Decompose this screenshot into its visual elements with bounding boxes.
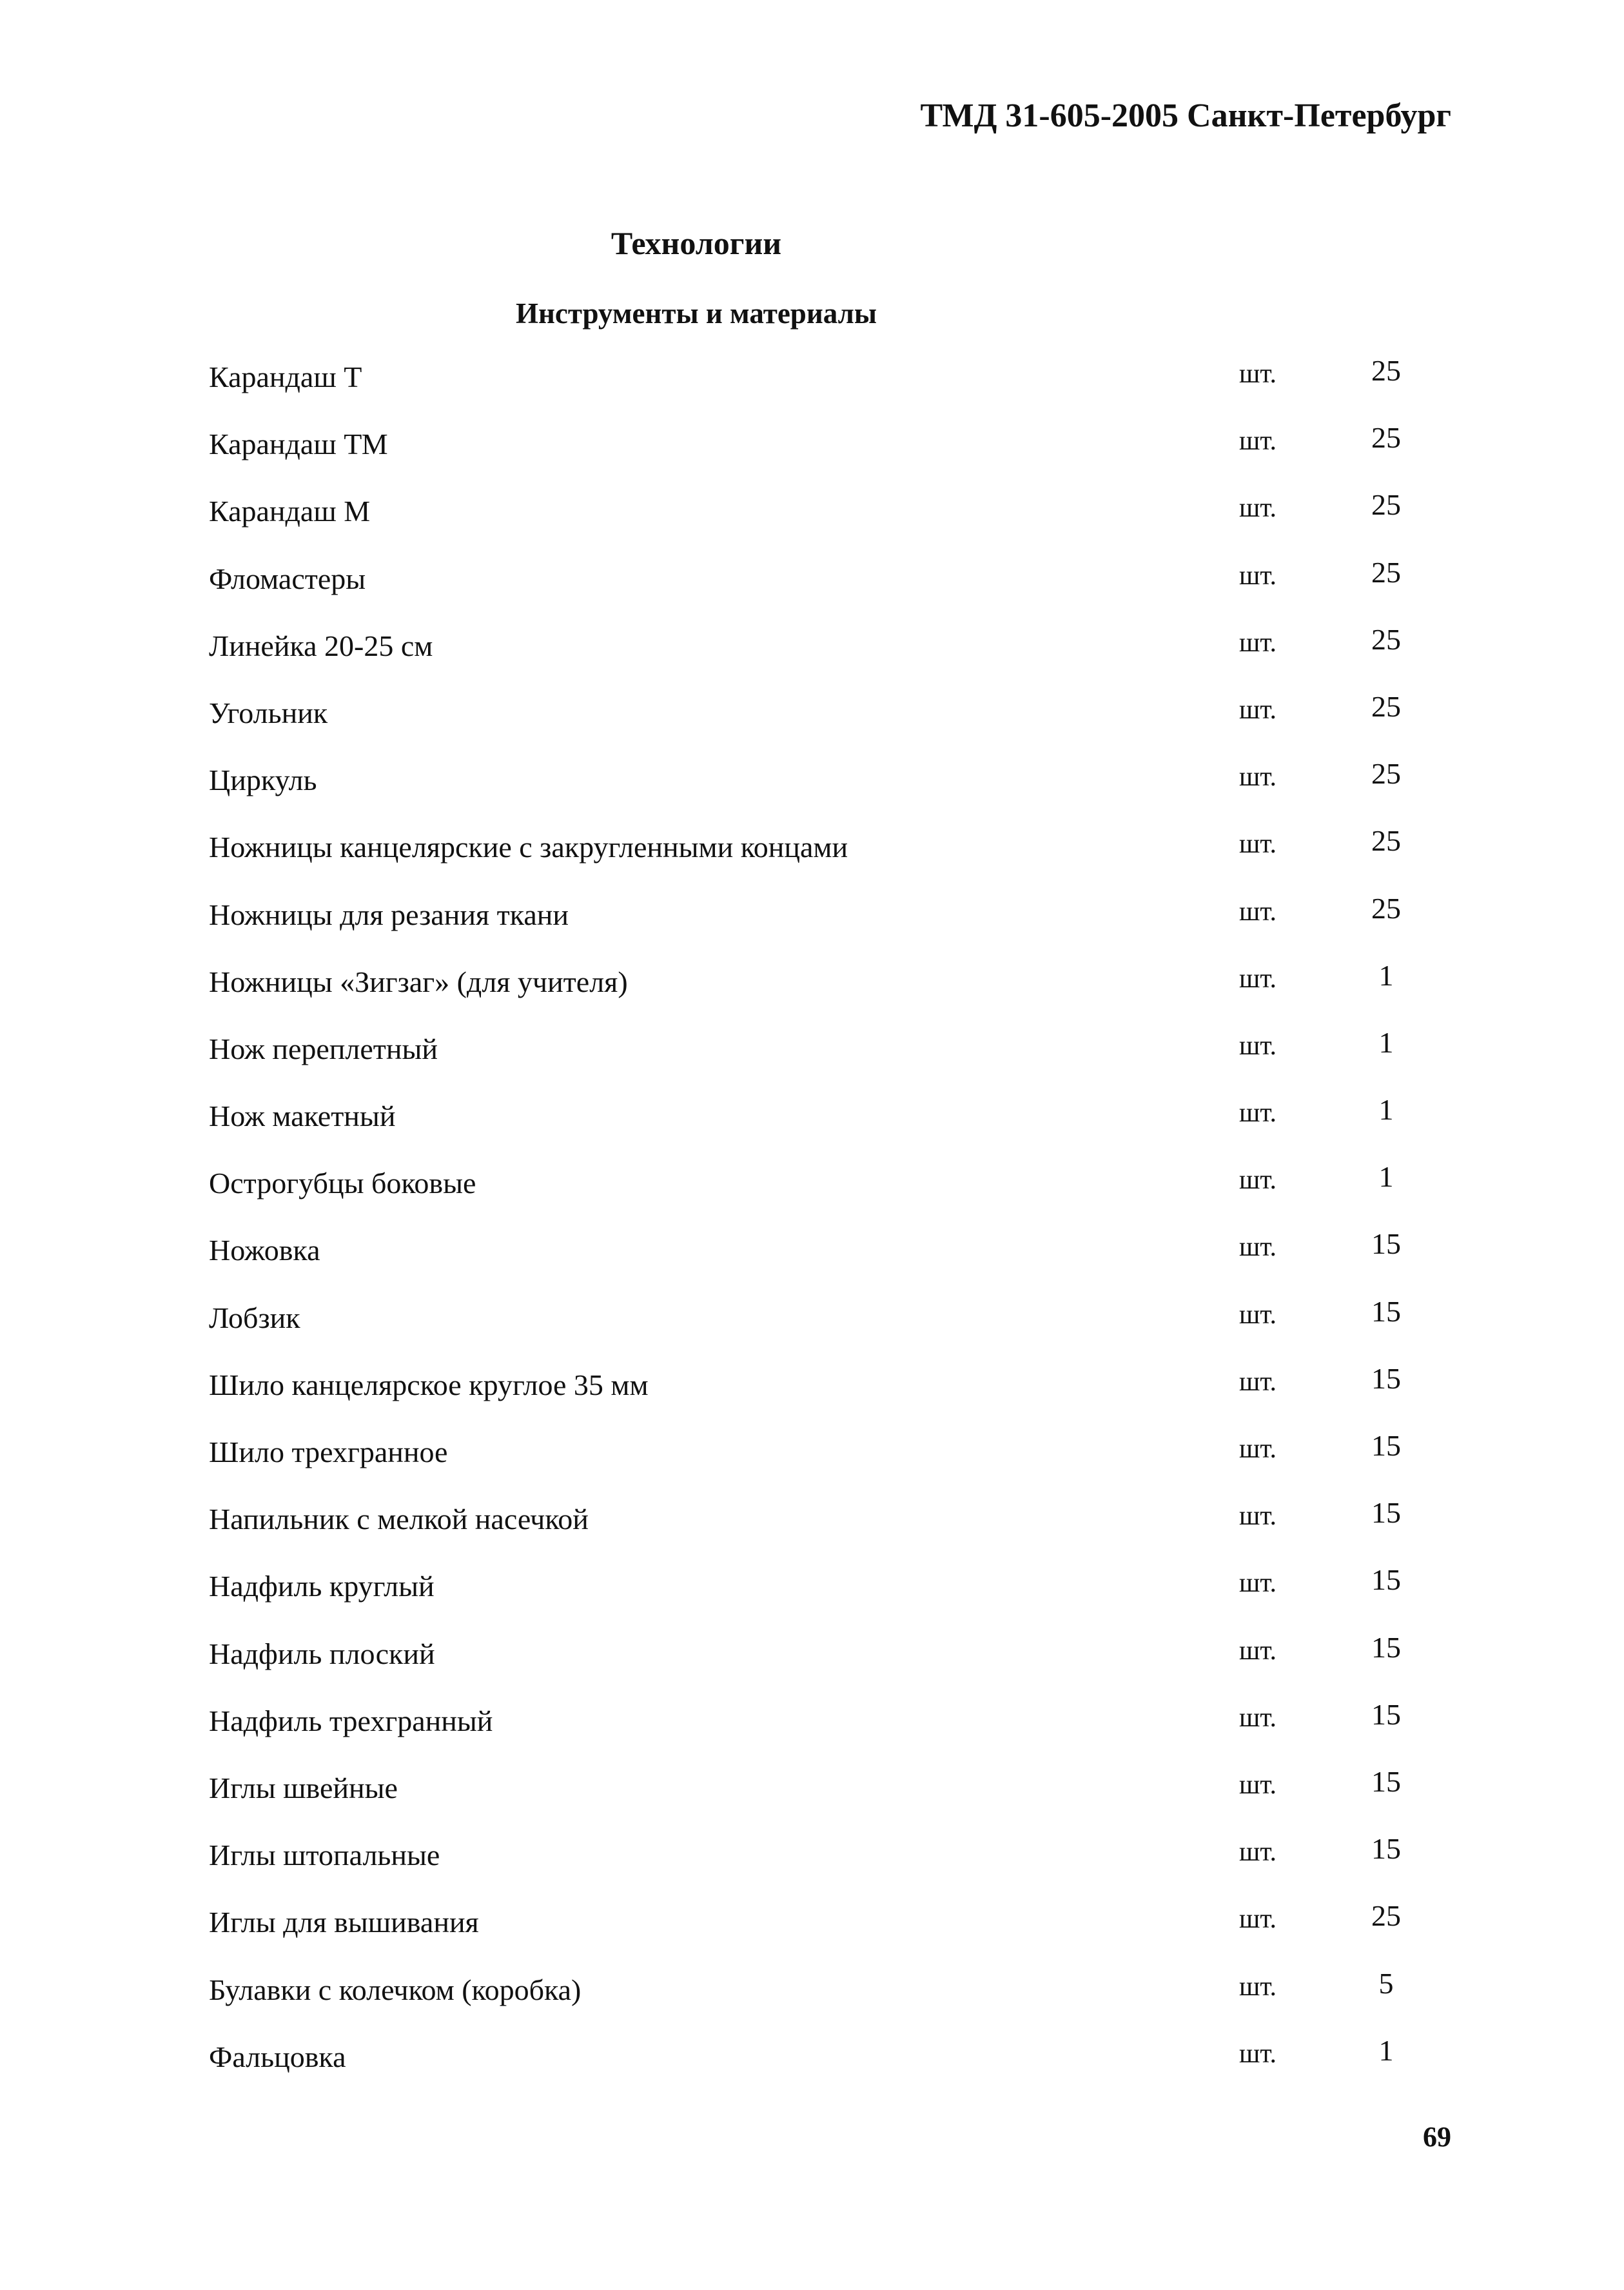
item-name: Ножовка (209, 1234, 320, 1267)
item-unit: шт. (1239, 359, 1277, 389)
item-name: Ножницы «Зигзаг» (для учителя) (209, 965, 628, 998)
item-name: Линейка 20-25 см (209, 629, 433, 662)
item-quantity: 15 (1371, 1563, 1401, 1597)
item-unit: шт. (1239, 1232, 1277, 1263)
item-unit: шт. (1239, 1568, 1277, 1599)
item-name: Циркуль (209, 764, 317, 797)
item-unit: шт. (1239, 1434, 1277, 1464)
item-name: Шило канцелярское круглое 35 мм (209, 1368, 649, 1401)
item-quantity: 25 (1371, 824, 1401, 858)
item-unit: шт. (1239, 1098, 1277, 1129)
list-item (0, 1764, 1624, 1831)
item-unit: шт. (1239, 560, 1277, 591)
list-item (0, 1899, 1624, 1966)
item-quantity: 15 (1371, 1361, 1401, 1395)
item-quantity: 1 (1378, 2033, 1394, 2067)
item-name: Фломастеры (209, 562, 366, 595)
item-unit: шт. (1239, 1165, 1277, 1196)
item-unit: шт. (1239, 762, 1277, 793)
item-unit: шт. (1239, 1837, 1277, 1868)
item-unit: шт. (1239, 1770, 1277, 1800)
list-item (0, 891, 1624, 958)
section-subtitle: Инструменты и материалы (515, 297, 877, 330)
item-quantity: 25 (1371, 757, 1401, 791)
item-unit: шт. (1239, 426, 1277, 457)
list-item (0, 555, 1624, 622)
item-quantity: 25 (1371, 555, 1401, 589)
list-item (0, 353, 1624, 420)
list-item (0, 1697, 1624, 1764)
item-unit: шт. (1239, 1299, 1277, 1330)
item-name: Фальцовка (209, 2040, 346, 2073)
item-unit: шт. (1239, 1971, 1277, 2002)
item-name: Шило трехгранное (209, 1436, 448, 1468)
item-unit: шт. (1239, 1501, 1277, 1532)
list-item (0, 824, 1624, 891)
item-name: Надфиль плоский (209, 1637, 435, 1670)
item-unit: шт. (1239, 829, 1277, 860)
item-name: Нож макетный (209, 1100, 396, 1133)
item-unit: шт. (1239, 493, 1277, 524)
list-item (0, 756, 1624, 824)
item-unit: шт. (1239, 1635, 1277, 1666)
item-quantity: 25 (1371, 488, 1401, 522)
document-header: ТМД 31-605-2005 Санкт-Петербург (920, 97, 1451, 134)
item-name: Лобзик (209, 1301, 300, 1334)
item-unit: шт. (1239, 1904, 1277, 1935)
item-quantity: 25 (1371, 1899, 1401, 1933)
list-item (0, 1227, 1624, 1294)
section-title: Технологии (611, 225, 782, 261)
item-unit: шт. (1239, 1703, 1277, 1733)
item-name: Иглы швейные (209, 1771, 398, 1804)
item-name: Карандаш Т (209, 360, 362, 393)
item-quantity: 5 (1378, 1966, 1394, 2000)
item-name: Иглы для вышивания (209, 1906, 479, 1939)
item-quantity: 25 (1371, 891, 1401, 925)
list-item (0, 1630, 1624, 1697)
item-quantity: 25 (1371, 421, 1401, 455)
list-item (0, 1428, 1624, 1495)
item-name: Напильник с мелкой насечкой (209, 1503, 589, 1536)
item-quantity: 15 (1371, 1832, 1401, 1866)
item-name: Надфиль трехгранный (209, 1704, 493, 1737)
list-item (0, 689, 1624, 756)
item-quantity: 15 (1371, 1697, 1401, 1731)
list-item (0, 1025, 1624, 1092)
item-quantity: 1 (1378, 1160, 1394, 1194)
item-name: Ножницы для резания ткани (209, 898, 569, 931)
list-item (0, 622, 1624, 689)
item-quantity: 15 (1371, 1764, 1401, 1798)
item-quantity: 15 (1371, 1496, 1401, 1530)
item-name: Карандаш ТМ (209, 428, 388, 461)
item-name: Булавки с колечком (коробка) (209, 1973, 582, 2006)
item-unit: шт. (1239, 1367, 1277, 1397)
item-quantity: 15 (1371, 1294, 1401, 1328)
item-unit: шт. (1239, 963, 1277, 994)
item-quantity: 15 (1371, 1429, 1401, 1462)
list-item (0, 1092, 1624, 1160)
list-item (0, 1966, 1624, 2033)
list-item (0, 1361, 1624, 1428)
item-quantity: 1 (1378, 1025, 1394, 1059)
list-item (0, 1160, 1624, 1227)
list-item (0, 1563, 1624, 1630)
item-unit: шт. (1239, 2038, 1277, 2069)
item-unit: шт. (1239, 896, 1277, 927)
item-quantity: 1 (1378, 958, 1394, 992)
item-name: Нож переплетный (209, 1032, 438, 1065)
item-name: Карандаш М (209, 495, 371, 528)
item-quantity: 1 (1378, 1093, 1394, 1127)
items-list (0, 353, 1624, 2100)
item-name: Острогубцы боковые (209, 1167, 476, 1200)
item-unit: шт. (1239, 695, 1277, 725)
item-unit: шт. (1239, 1031, 1277, 1061)
list-item (0, 1294, 1624, 1361)
item-quantity: 25 (1371, 622, 1401, 656)
item-unit: шт. (1239, 627, 1277, 658)
list-item (0, 2033, 1624, 2100)
item-name: Ножницы канцелярские с закругленными концами (209, 831, 848, 864)
list-item (0, 420, 1624, 488)
item-quantity: 25 (1371, 689, 1401, 723)
list-item (0, 488, 1624, 555)
item-name: Иглы штопальные (209, 1839, 440, 1872)
item-quantity: 15 (1371, 1227, 1401, 1261)
list-item (0, 1831, 1624, 1899)
list-item (0, 1495, 1624, 1563)
item-quantity: 25 (1371, 354, 1401, 387)
item-name: Угольник (209, 696, 328, 729)
list-item (0, 958, 1624, 1025)
item-quantity: 15 (1371, 1630, 1401, 1664)
page-number: 69 (1423, 2121, 1451, 2153)
item-name: Надфиль круглый (209, 1570, 435, 1603)
